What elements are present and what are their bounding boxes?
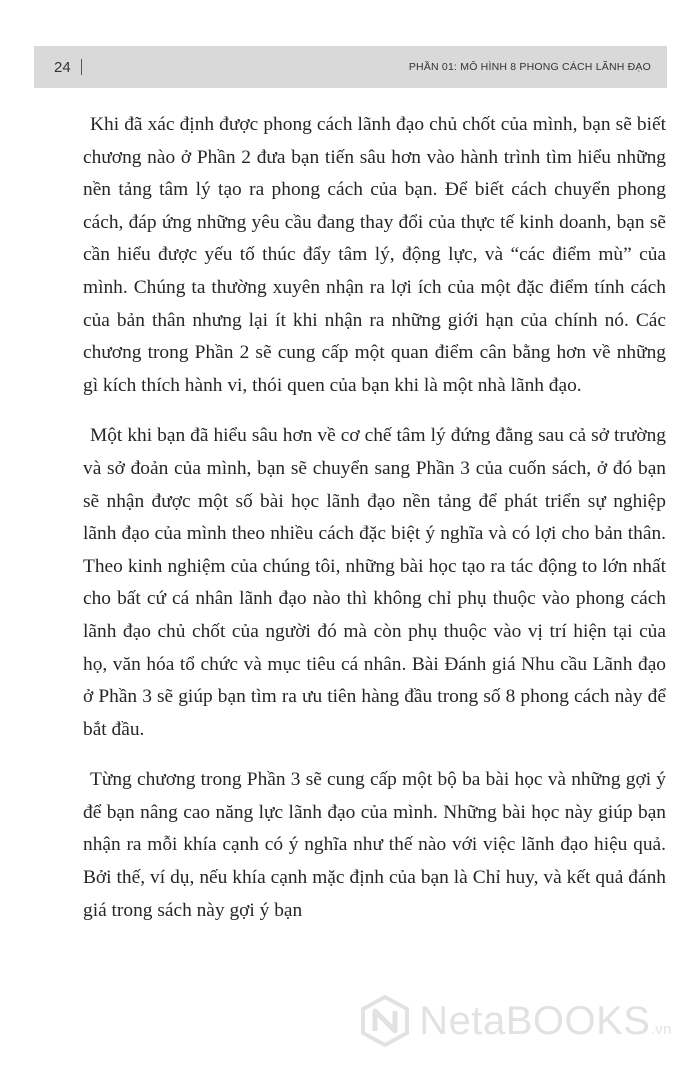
page-number: 24 — [54, 58, 71, 76]
paragraph-1: Khi đã xác định được phong cách lãnh đạo chủ chốt của mình, bạn sẽ biết chương nào ở Phần 2 đưa bạn tiến sâu hơn vào hành trình tìm hiểu những nền tảng tâm lý tạo ra phong cách của bạn. Để biết cách chuyển phong cách, đáp ứng những yêu cầu đang thay đổi của thực tế kinh doanh, bạn sẽ cần hiểu được yếu tố thúc đẩy tâm lý, động lực, và “các điểm mù” của mình. Chúng ta thường xuyên nhận ra lợi ích của một đặc điểm tính cách của bản thân nhưng lại ít khi nhận ra những giới hạn của chính nó. Các chương trong Phần 2 sẽ cung cấp một quan điểm cân bằng hơn về những gì kích thích hành vi, thói quen của bạn khi là một nhà lãnh đạo. — [83, 114, 666, 396]
watermark-brand: NetaBOOKS — [419, 998, 651, 1043]
header-divider — [81, 59, 82, 75]
watermark-suffix: .vn — [650, 1020, 672, 1038]
paragraph-2: Một khi bạn đã hiểu sâu hơn về cơ chế tâm lý đứng đằng sau cả sở trường và sở đoản của mình, bạn sẽ chuyển sang Phần 3 của cuốn sách, ở đó bạn sẽ nhận được một số bài học lãnh đạo nền tảng để phát triển sự nghiệp lãnh đạo của mình theo nhiều cách đặc biệt ý nghĩa và có lợi cho bản thân. Theo kinh nghiệm của chúng tôi, những bài học tạo ra tác động to lớn nhất cho bất cứ cá nhân lãnh đạo nào thì không chỉ phụ thuộc vào phong cách lãnh đạo chủ chốt của người đó mà còn phụ thuộc vào vị trí hiện tại của họ, văn hóa tổ chức và mục tiêu cá nhân. Bài Đánh giá Nhu cầu Lãnh đạo ở Phần 3 sẽ giúp bạn tìm ra ưu tiên hàng đầu trong số 8 phong cách này để bắt đầu. — [83, 425, 666, 740]
paragraph-3: Từng chương trong Phần 3 sẽ cung cấp một bộ ba bài học và những gợi ý để bạn nâng cao năng lực lãnh đạo của mình. Những bài học này giúp bạn nhận ra mỗi khía cạnh có ý nghĩa như thế nào với việc lãnh đạo hiệu quả. Bởi thế, ví dụ, nếu khía cạnh mặc định của bạn là Chỉ huy, và kết quả đánh giá trong sách này gợi ý bạn — [83, 769, 666, 921]
watermark-text — [419, 999, 672, 1044]
page-body — [83, 109, 666, 945]
page-number-group — [54, 59, 82, 76]
netabooks-watermark — [359, 995, 672, 1047]
netabooks-logo-icon — [359, 995, 411, 1047]
running-header — [34, 46, 667, 88]
section-title: PHẦN 01: MÔ HÌNH 8 PHONG CÁCH LÃNH ĐẠO — [408, 61, 651, 73]
